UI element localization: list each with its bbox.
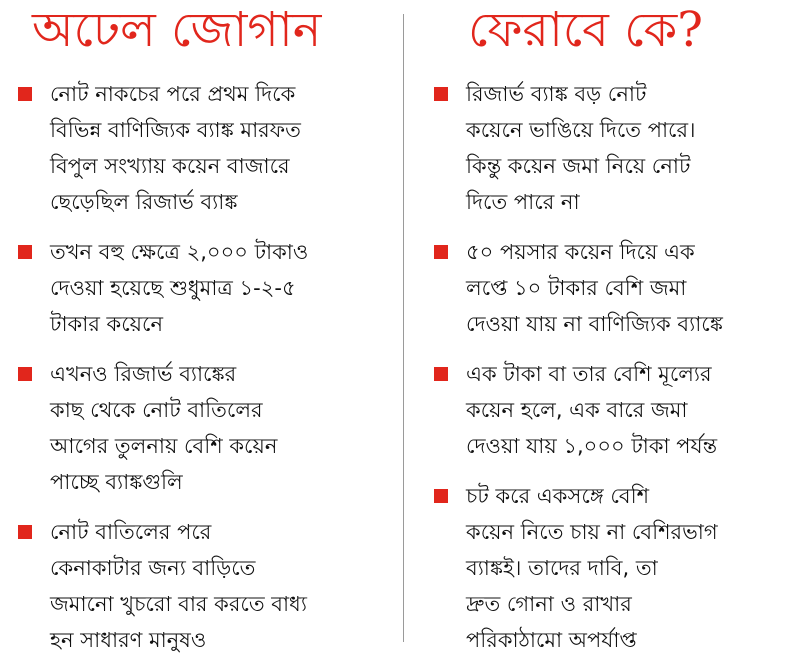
square-bullet-icon (18, 525, 32, 539)
point-text: ৫০ পয়সার কয়েন দিয়ে এক লপ্তে ১০ টাকার বেশি জমা দেওয়া যায় না বাণিজ্যিক ব্যাঙ্কে (466, 240, 723, 336)
column-divider (403, 14, 404, 642)
point-text: এখনও রিজার্ভ ব্যাঙ্কের কাছ থেকে নোট বাতিলের আগের তুলনায় বেশি কয়েন পাচ্ছে ব্যাঙ্কগুলি (50, 362, 278, 494)
square-bullet-icon (434, 367, 448, 381)
list-item (434, 234, 800, 342)
right-column (410, 0, 800, 656)
left-points-list (18, 76, 400, 658)
list-item (18, 234, 400, 342)
list-item (18, 514, 400, 658)
left-column (0, 0, 400, 656)
point-text: রিজার্ভ ব্যাঙ্ক বড় নোট কয়েনে ভাঙিয়ে দিতে পারে। কিন্তু কয়েন জমা নিয়ে নোট দিতে পারে না (466, 82, 696, 214)
point-text: তখন বহু ক্ষেত্রে ২,০০০ টাকাও দেওয়া হয়েছে শুধুমাত্র ১-২-৫ টাকার কয়েনে (50, 240, 309, 336)
square-bullet-icon (434, 489, 448, 503)
square-bullet-icon (18, 87, 32, 101)
square-bullet-icon (18, 367, 32, 381)
point-text: নোট বাতিলের পরে কেনাকাটার জন্য বাড়িতে জমানো খুচরো বার করতে বাধ্য হন সাধারণ মানুষও (50, 520, 307, 652)
point-text: এক টাকা বা তার বেশি মূল্যের কয়েন হলে, এক বারে জমা দেওয়া যায় ১,০০০ টাকা পর্যন্ত (466, 362, 718, 458)
point-text: নোট নাকচের পরে প্রথম দিকে বিভিন্ন বাণিজ্যিক ব্যাঙ্ক মারফত বিপুল সংখ্যায় কয়েন বাজারে ছেড়েছিল রিজার্ভ ব্যাঙ্ক (50, 82, 301, 214)
right-column-title: ফেরাবে কে? (468, 2, 703, 58)
list-item (18, 76, 400, 220)
left-column-title: অঢেল জোগান (32, 2, 322, 58)
right-points-list (434, 76, 800, 658)
list-item (434, 478, 800, 658)
point-text: চট করে একসঙ্গে বেশি কয়েন নিতে চায় না বেশিরভাগ ব্যাঙ্কই। তাদের দাবি, তা দ্রুত গোনা ও রাখার পরিকাঠামো অপর্যাপ্ত (466, 484, 718, 652)
list-item (18, 356, 400, 500)
list-item (434, 76, 800, 220)
square-bullet-icon (18, 245, 32, 259)
square-bullet-icon (434, 245, 448, 259)
list-item (434, 356, 800, 464)
square-bullet-icon (434, 87, 448, 101)
